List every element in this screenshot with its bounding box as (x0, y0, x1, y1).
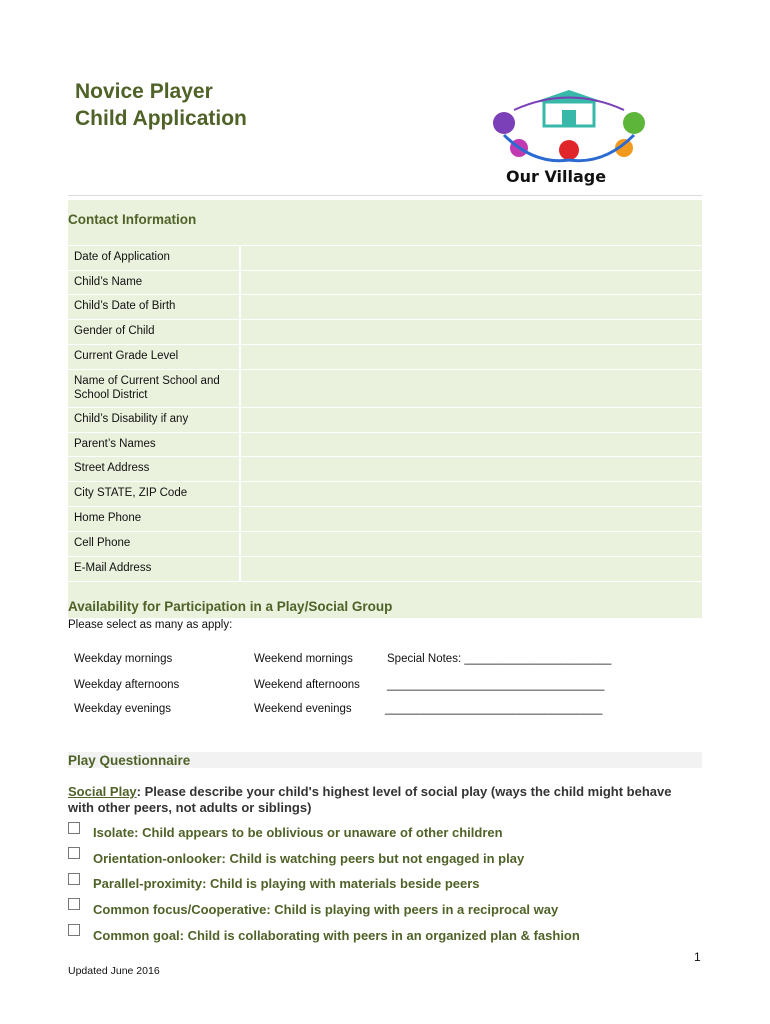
field-input[interactable] (240, 457, 702, 482)
title-line-1: Novice Player (75, 80, 213, 103)
option-weekend-afternoons[interactable]: Weekend afternoons (254, 679, 360, 691)
option-orientation-onlooker: Orientation-onlooker: Child is watching peers but not engaged in play (93, 851, 525, 866)
field-input[interactable] (240, 507, 702, 532)
availability-subtitle: Please select as many as apply: (68, 619, 233, 631)
field-row (68, 532, 702, 557)
divider (68, 195, 702, 196)
field-label: Child’s Date of Birth (68, 295, 240, 320)
field-label: Child’s Disability if any (68, 408, 240, 433)
field-label: Gender of Child (68, 320, 240, 345)
social-play-prompt (68, 784, 688, 815)
contact-fields-table (68, 245, 702, 582)
field-label: Name of Current School and School District (68, 370, 240, 408)
social-play-text: : Please describe your child's highest level of social play (ways the child might behave with other peers, not adults or siblings) (68, 784, 672, 815)
field-row (68, 271, 702, 295)
updated-date: Updated June 2016 (68, 965, 160, 977)
field-row (68, 320, 702, 345)
field-row (68, 408, 702, 433)
special-notes-line-2[interactable]: __________________________________ (387, 679, 605, 691)
social-play-label: Social Play (68, 784, 137, 799)
field-label: Home Phone (68, 507, 240, 532)
field-input[interactable] (240, 482, 702, 507)
page-title (75, 78, 247, 132)
field-label: Child’s Name (68, 271, 240, 295)
title-line-2: Child Application (75, 107, 247, 130)
checkbox-isolate[interactable] (68, 822, 80, 834)
questionnaire-title: Play Questionnaire (68, 753, 191, 768)
option-common-goal: Common goal: Child is collaborating with peers in an organized plan & fashion (93, 928, 580, 943)
field-row (68, 457, 702, 482)
option-weekday-mornings[interactable]: Weekday mornings (74, 653, 173, 665)
option-isolate: Isolate: Child appears to be oblivious or unaware of other children (93, 825, 503, 840)
field-row (68, 482, 702, 507)
contact-title: Contact Information (68, 212, 197, 227)
field-input[interactable] (240, 557, 702, 582)
field-row (68, 557, 702, 582)
field-label: Date of Application (68, 246, 240, 271)
field-row (68, 295, 702, 320)
field-input[interactable] (240, 370, 702, 408)
field-label: Street Address (68, 457, 240, 482)
field-input[interactable] (240, 532, 702, 557)
field-row (68, 345, 702, 370)
our-village-logo (484, 90, 654, 186)
checkbox-common-focus[interactable] (68, 898, 80, 910)
field-label: Cell Phone (68, 532, 240, 557)
checkbox-orientation-onlooker[interactable] (68, 847, 80, 859)
checkbox-common-goal[interactable] (68, 924, 80, 936)
special-notes-line-3[interactable]: __________________________________ (385, 703, 603, 715)
field-row (68, 246, 702, 271)
field-input[interactable] (240, 271, 702, 295)
field-label: City STATE, ZIP Code (68, 482, 240, 507)
special-notes-line-1[interactable]: Special Notes: _______________________ (387, 653, 612, 665)
option-weekend-evenings[interactable]: Weekend evenings (254, 703, 352, 715)
field-label: Parent’s Names (68, 433, 240, 457)
field-input[interactable] (240, 246, 702, 271)
option-weekday-afternoons[interactable]: Weekday afternoons (74, 679, 180, 691)
field-input[interactable] (240, 295, 702, 320)
field-input[interactable] (240, 345, 702, 370)
page-number: 1 (694, 950, 701, 964)
field-row (68, 507, 702, 532)
option-weekday-evenings[interactable]: Weekday evenings (74, 703, 171, 715)
field-input[interactable] (240, 433, 702, 457)
field-label: Current Grade Level (68, 345, 240, 370)
logo-text: Our Village (506, 167, 607, 186)
option-common-focus: Common focus/Cooperative: Child is playing with peers in a reciprocal way (93, 902, 559, 917)
field-input[interactable] (240, 408, 702, 433)
checkbox-parallel-proximity[interactable] (68, 873, 80, 885)
field-row (68, 370, 702, 408)
option-weekend-mornings[interactable]: Weekend mornings (254, 653, 353, 665)
option-parallel-proximity: Parallel-proximity: Child is playing with materials beside peers (93, 876, 480, 891)
field-input[interactable] (240, 320, 702, 345)
availability-title: Availability for Participation in a Play/Social Group (68, 599, 393, 614)
field-row (68, 433, 702, 457)
field-label: E-Mail Address (68, 557, 240, 582)
